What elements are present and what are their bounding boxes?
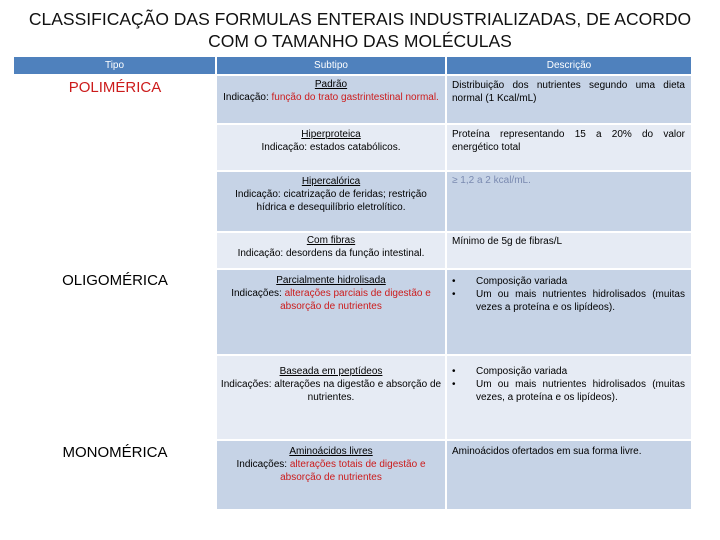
descricao-peptideos xyxy=(446,355,692,440)
tipo-oligomerica-cell xyxy=(14,269,216,440)
tipo-polimerica-cell xyxy=(14,75,216,269)
subtipo-hiperproteica xyxy=(216,124,446,171)
subtipo-parcialmente-hidrolisada xyxy=(216,269,446,355)
descricao-hipercalorica: ≥ 1,2 a 2 kcal/mL. xyxy=(446,171,692,232)
subtipo-aminoacidos-livres xyxy=(216,440,446,510)
title-line-2: COM O TAMANHO DAS MOLÉCULAS xyxy=(208,31,512,51)
subtipo-name: Baseada em peptídeos xyxy=(279,366,383,377)
subtipo-indication: Indicação: função do trato gastrintestinal normal. xyxy=(223,92,439,103)
list-item: • Um ou mais nutrientes hidrolisados (muitas vezes, a proteína e os lipídeos). xyxy=(452,379,685,403)
bullet-icon: • xyxy=(452,366,456,377)
header-descricao: Descrição xyxy=(446,57,692,75)
page-title xyxy=(0,8,720,52)
subtipo-hipercalorica xyxy=(216,171,446,232)
subtipo-name: Com fibras xyxy=(306,235,356,246)
subtipo-indication: Indicação: desordens da função intestinal. xyxy=(237,248,425,259)
header-tipo: Tipo xyxy=(14,57,216,75)
subtipo-indication: Indicações: alterações parciais de digestão e absorção de nutrientes xyxy=(231,288,431,312)
subtipo-name: Padrão xyxy=(314,79,348,90)
tipo-polimerica: POLIMÉRICA xyxy=(68,79,162,96)
subtipo-indication: Indicação: estados catabólicos. xyxy=(261,142,401,153)
descricao-aminoacidos-livres: Aminoácidos ofertados em sua forma livre. xyxy=(446,440,692,510)
subtipo-peptideos xyxy=(216,355,446,440)
header-subtipo: Subtipo xyxy=(216,57,446,75)
subtipo-name: Aminoácidos livres xyxy=(289,446,373,457)
descricao-hiperproteica: Proteína representando 15 a 20% do valor energético total xyxy=(446,124,692,171)
subtipo-indication: Indicação: cicatrização de feridas; restrição hídrica e desequilíbrio eletrolítico. xyxy=(235,189,427,213)
classification-table xyxy=(13,57,693,511)
subtipo-name: Hiperproteica xyxy=(301,129,361,140)
list-item: • Composição variada xyxy=(452,276,568,287)
table-row xyxy=(14,75,692,124)
subtipo-name: Parcialmente hidrolisada xyxy=(276,275,386,286)
subtipo-indication: Indicações: alterações totais de digestão e absorção de nutrientes xyxy=(236,459,426,483)
table-row xyxy=(14,440,692,510)
table-row xyxy=(14,269,692,355)
bullet-icon: • xyxy=(452,276,456,287)
subtipo-indication: Indicações: alterações na digestão e absorção de nutrientes. xyxy=(220,379,442,403)
subtipo-fibras xyxy=(216,232,446,269)
list-item: • Composição variada xyxy=(452,366,568,377)
list-item: • Um ou mais nutrientes hidrolisados (muitas vezes a proteína e os lipídeos). xyxy=(452,289,685,313)
descricao-fibras: Mínimo de 5g de fibras/L xyxy=(446,232,692,269)
subtipo-padrao xyxy=(216,75,446,124)
subtipo-name: Hipercalórica xyxy=(301,176,361,187)
title-line-1: CLASSIFICAÇÃO DAS FORMULAS ENTERAIS INDUSTRIALIZADAS, DE ACORDO xyxy=(28,9,692,29)
descricao-parcialmente-hidrolisada xyxy=(446,269,692,355)
bullet-icon: • xyxy=(452,379,456,390)
tipo-oligomerica: OLIGOMÉRICA xyxy=(62,272,168,289)
descricao-padrao: Distribuição dos nutrientes segundo uma dieta normal (1 Kcal/mL) xyxy=(446,75,692,124)
tipo-monomerica: MONOMÉRICA xyxy=(62,444,168,461)
header-row xyxy=(14,57,692,75)
bullet-icon: • xyxy=(452,289,456,300)
tipo-monomerica-cell xyxy=(14,440,216,510)
